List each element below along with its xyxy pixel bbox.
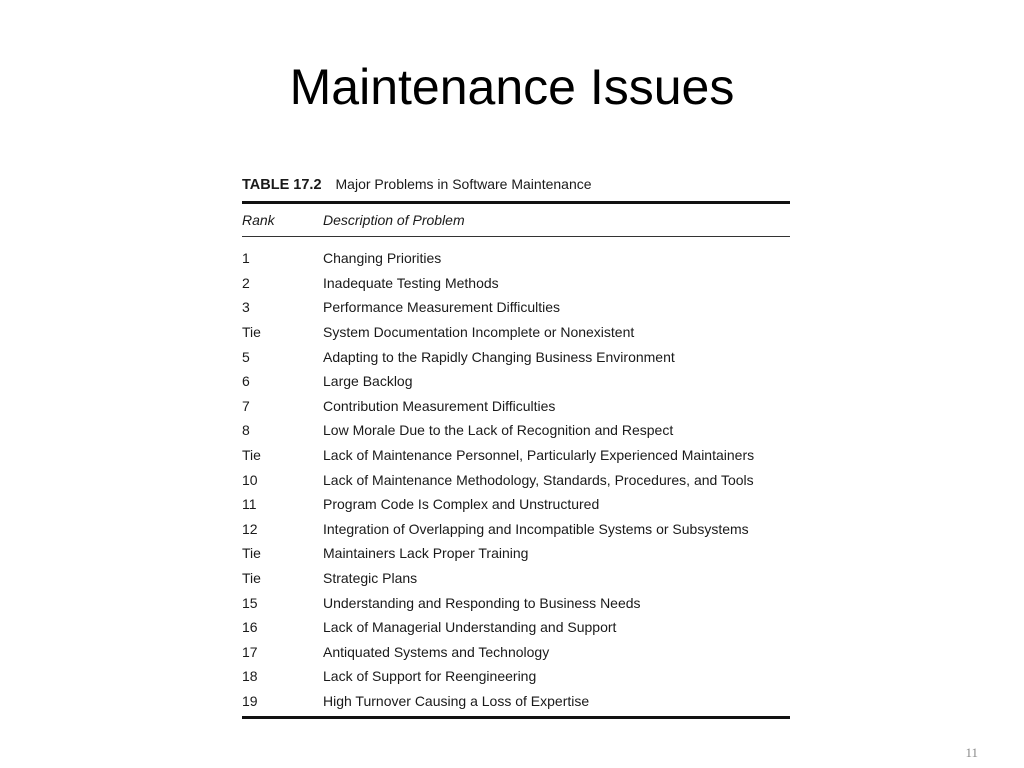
table-row: [242, 615, 790, 640]
header-description: Description of Problem: [323, 212, 465, 228]
table-row: [242, 517, 790, 542]
description-cell: Integration of Overlapping and Incompatible Systems or Subsystems: [323, 520, 749, 537]
page-number: 11: [965, 745, 978, 760]
rank-cell: 5: [242, 348, 250, 365]
description-cell: Lack of Support for Reengineering: [323, 668, 537, 685]
header-rank: Rank: [242, 212, 275, 228]
slide-title: Maintenance Issues: [289, 59, 735, 115]
rank-cell: Tie: [242, 570, 261, 587]
rank-cell: Tie: [242, 545, 261, 562]
rank-cell: 2: [242, 274, 250, 291]
description-cell: Lack of Maintenance Personnel, Particularly Experienced Maintainers: [323, 447, 755, 464]
table-row: [242, 590, 790, 615]
table-row: [242, 271, 790, 296]
rank-cell: 15: [242, 594, 258, 611]
description-cell: Contribution Measurement Difficulties: [323, 397, 556, 414]
table-row: [242, 320, 790, 345]
table-row: [242, 640, 790, 665]
table-body: [242, 237, 790, 715]
description-cell: Understanding and Responding to Business Needs: [323, 594, 641, 611]
description-cell: Inadequate Testing Methods: [323, 274, 499, 291]
table-row: [242, 344, 790, 369]
description-cell: Lack of Maintenance Methodology, Standards, Procedures, and Tools: [323, 471, 754, 488]
description-cell: Strategic Plans: [323, 570, 418, 587]
rank-cell: 10: [242, 471, 258, 488]
rank-cell: Tie: [242, 324, 261, 341]
problems-table: [242, 176, 790, 719]
description-cell: System Documentation Incomplete or Nonexistent: [323, 324, 635, 341]
table-row: [242, 689, 790, 714]
rank-cell: 8: [242, 422, 250, 439]
description-cell: Antiquated Systems and Technology: [323, 643, 550, 660]
rank-cell: 11: [242, 496, 257, 513]
table-row: [242, 295, 790, 320]
table-row: [242, 664, 790, 689]
table-bottom-rule: [242, 716, 790, 719]
table-caption-text: Major Problems in Software Maintenance: [335, 176, 592, 192]
table-row: [242, 443, 790, 468]
description-cell: Lack of Managerial Understanding and Support: [323, 619, 617, 636]
rank-cell: 16: [242, 619, 258, 636]
table-row: [242, 566, 790, 591]
description-cell: Program Code Is Complex and Unstructured: [323, 496, 600, 513]
description-cell: High Turnover Causing a Loss of Expertise: [323, 692, 590, 709]
description-cell: Large Backlog: [323, 373, 413, 390]
rank-cell: 18: [242, 668, 258, 685]
rank-cell: 6: [242, 373, 250, 390]
table-row: [242, 246, 790, 271]
table-row: [242, 394, 790, 419]
table-caption: [242, 176, 790, 200]
rank-cell: 3: [242, 299, 250, 316]
description-cell: Performance Measurement Difficulties: [323, 299, 561, 316]
table-header-row: [242, 204, 790, 236]
table-row: [242, 492, 790, 517]
rank-cell: 19: [242, 692, 258, 709]
table-label: TABLE 17.2: [242, 177, 322, 193]
rank-cell: 17: [242, 643, 258, 660]
table-row: [242, 369, 790, 394]
description-cell: Low Morale Due to the Lack of Recognition and Respect: [323, 422, 674, 439]
table-row: [242, 418, 790, 443]
rank-cell: 7: [242, 397, 250, 414]
rank-cell: 1: [242, 250, 250, 267]
rank-cell: 12: [242, 520, 258, 537]
table-row: [242, 467, 790, 492]
rank-cell: Tie: [242, 447, 261, 464]
description-cell: Adapting to the Rapidly Changing Business Environment: [323, 348, 675, 365]
description-cell: Maintainers Lack Proper Training: [323, 545, 529, 562]
description-cell: Changing Priorities: [323, 250, 442, 267]
table-row: [242, 541, 790, 566]
